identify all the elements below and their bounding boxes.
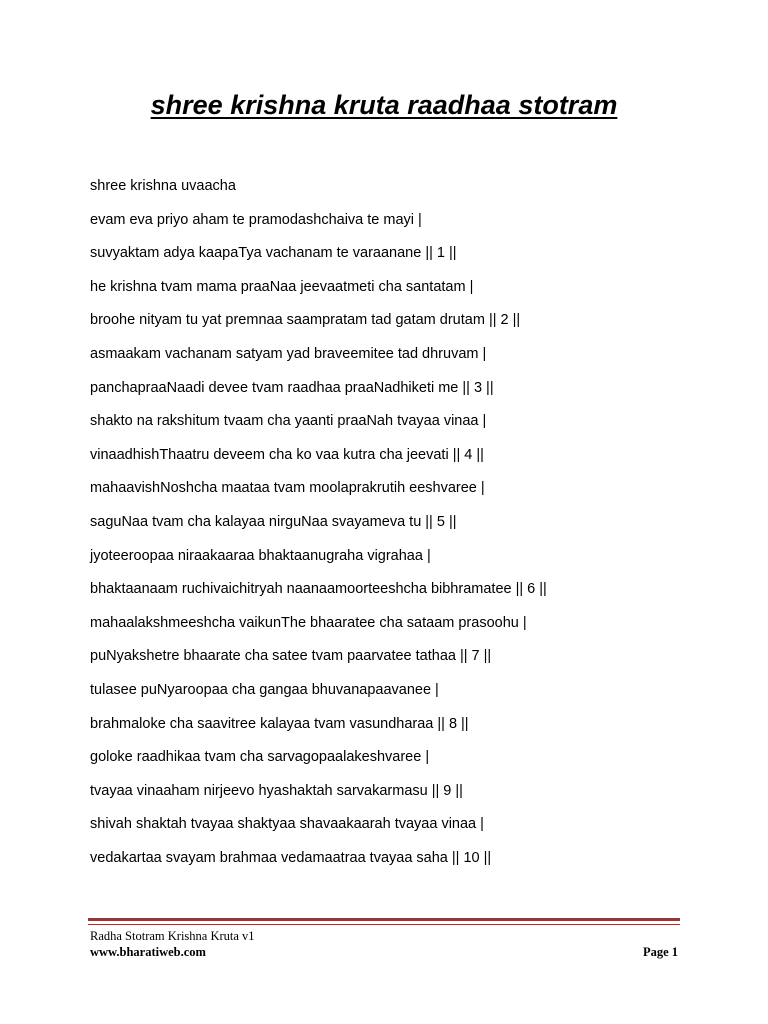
verse-line: jyoteeroopaa niraakaaraa bhaktaanugraha vigrahaa | xyxy=(90,547,431,564)
verse-line: brahmaloke cha saavitree kalayaa tvam vasundharaa || 8 || xyxy=(90,715,469,732)
verse-line: asmaakam vachanam satyam yad braveemitee tad dhruvam | xyxy=(90,345,487,362)
footer-doc-name: Radha Stotram Krishna Kruta v1 xyxy=(90,929,255,943)
footer-divider-thin xyxy=(88,924,680,925)
footer-divider xyxy=(88,918,680,921)
verse-line: shivah shaktah tvayaa shaktyaa shavaakaarah tvayaa vinaa | xyxy=(90,816,484,833)
footer-info xyxy=(90,928,255,960)
verse-line: panchapraaNaadi devee tvam raadhaa praaNadhiketi me || 3 || xyxy=(90,379,494,396)
verse-line: tulasee puNyaroopaa cha gangaa bhuvanapaavanee | xyxy=(90,681,439,698)
verse-line: vinaadhishThaatru deveem cha ko vaa kutra cha jeevati || 4 || xyxy=(90,446,484,463)
verse-line: mahaalakshmeeshcha vaikunThe bhaaratee cha sataam prasoohu | xyxy=(90,614,527,631)
verse-line: tvayaa vinaaham nirjeevo hyashaktah sarvakarmasu || 9 || xyxy=(90,782,463,799)
verse-line: he krishna tvam mama praaNaa jeevaatmeti cha santatam | xyxy=(90,278,474,295)
verse-line: shakto na rakshitum tvaam cha yaanti praaNah tvayaa vinaa | xyxy=(90,413,487,430)
verse-line: shree krishna uvaacha xyxy=(90,178,236,194)
verse-line: vedakartaa svayam brahmaa vedamaatraa tvayaa saha || 10 || xyxy=(90,849,492,866)
verse-line: broohe nityam tu yat premnaa saampratam tad gatam drutam || 2 || xyxy=(90,312,521,329)
verse-line: mahaavishNoshcha maataa tvam moolaprakrutih eeshvaree | xyxy=(90,480,485,497)
footer-site-link[interactable]: www.bharatiweb.com xyxy=(90,945,206,959)
verse-line: evam eva priyo aham te pramodashchaiva te mayi | xyxy=(90,211,422,228)
verse-line: puNyakshetre bhaarate cha satee tvam paarvatee tathaa || 7 || xyxy=(90,648,492,665)
verse-line: bhaktaanaam ruchivaichitryah naanaamoorteeshcha bibhramatee || 6 || xyxy=(90,581,547,598)
verse-line: saguNaa tvam cha kalayaa nirguNaa svayameva tu || 5 || xyxy=(90,513,457,530)
verse-line: suvyaktam adya kaapaTya vachanam te varaanane || 1 || xyxy=(90,245,457,262)
verse-line: goloke raadhikaa tvam cha sarvagopaalakeshvaree | xyxy=(90,749,430,766)
verse-list xyxy=(90,175,710,880)
document-title: shree krishna kruta raadhaa stotram xyxy=(150,90,618,120)
page-number: Page 1 xyxy=(642,945,678,959)
